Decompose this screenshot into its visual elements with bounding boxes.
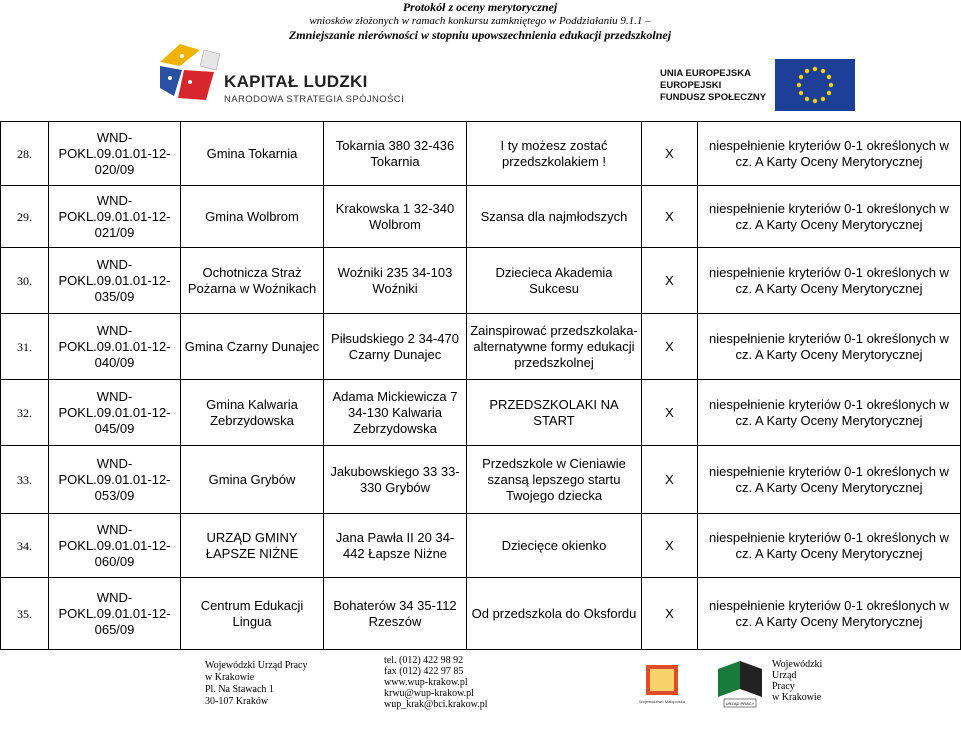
applicant-name: URZĄD GMINY ŁAPSZE NIŻNE <box>181 514 324 578</box>
header-title: Protokół z oceny merytorycznej <box>402 0 558 14</box>
applicant-name: Gmina Grybów <box>181 446 324 514</box>
application-id: WND-POKL.09.01.01-12-053/09 <box>49 446 181 514</box>
rejection-mark: X <box>642 186 698 248</box>
application-id: WND-POKL.09.01.01-12-040/09 <box>49 314 181 380</box>
applicant-address: Bohaterów 34 35-112 Rzeszów <box>324 578 467 650</box>
applicant-address: Piłsudskiego 2 34-470 Czarny Dunajec <box>324 314 467 380</box>
table-row <box>1 314 961 380</box>
footer-fax: fax (012) 422 97 85 <box>384 666 464 677</box>
wup-books-logo <box>710 659 770 709</box>
wup-logo-text <box>772 659 822 703</box>
applicant-name: Gmina Czarny Dunajec <box>181 314 324 380</box>
rejection-reason: niespełnienie kryteriów 0-1 określonych w cz. A Karty Oceny Merytorycznej <box>698 122 961 186</box>
ue-line-3: FUNDUSZ SPOŁECZNY <box>660 92 767 103</box>
applicant-address: Jana Pawła II 20 34-442 Łapsze Niżne <box>324 514 467 578</box>
wup-books-label: URZĄD PRACY <box>725 701 755 706</box>
row-number: 29. <box>1 186 49 248</box>
project-title: Szansa dla najmłodszych <box>467 186 642 248</box>
footer <box>0 655 960 735</box>
project-title: Dziecieca Akademia Sukcesu <box>467 248 642 314</box>
table-row <box>1 514 961 578</box>
wup-logo-line: w Krakowie <box>772 692 822 703</box>
header-subtitle: wniosków złożonych w ramach konkursu zamkniętego w Poddziałaniu 9.1.1 – <box>309 15 651 27</box>
footer-email-link[interactable]: wup_krak@bci.krakow.pl <box>384 699 488 710</box>
row-number: 28. <box>1 122 49 186</box>
applicant-name: Gmina Wolbrom <box>181 186 324 248</box>
applicant-address: Adama Mickiewicza 7 34-130 Kalwaria Zebrzydowska <box>324 380 467 446</box>
rejection-mark: X <box>642 122 698 186</box>
footer-address-line: Pl. Na Stawach 1 <box>205 684 274 695</box>
ue-text <box>660 68 766 104</box>
wup-logo-line: Wojewódzki <box>772 659 823 670</box>
applicant-name: Ochotnicza Straż Pożarna w Woźnikach <box>181 248 324 314</box>
application-id: WND-POKL.09.01.01-12-035/09 <box>49 248 181 314</box>
rejection-mark: X <box>642 578 698 650</box>
kapital-ludzki-title: KAPITAŁ LUDZKI <box>224 72 368 91</box>
ue-line-1: UNIA EUROPEJSKA <box>660 68 751 79</box>
rejection-reason: niespełnienie kryteriów 0-1 określonych w cz. A Karty Oceny Merytorycznej <box>698 446 961 514</box>
table-row <box>1 578 961 650</box>
application-id: WND-POKL.09.01.01-12-060/09 <box>49 514 181 578</box>
kapital-ludzki-subtitle: NARODOWA STRATEGIA SPÓJNOŚCI <box>224 94 405 105</box>
rejection-reason: niespełnienie kryteriów 0-1 określonych w cz. A Karty Oceny Merytorycznej <box>698 186 961 248</box>
rejection-mark: X <box>642 248 698 314</box>
table-row <box>1 122 961 186</box>
rejection-reason: niespełnienie kryteriów 0-1 określonych w cz. A Karty Oceny Merytorycznej <box>698 380 961 446</box>
row-number: 31. <box>1 314 49 380</box>
eu-flag-icon <box>775 59 855 111</box>
applicant-name: Gmina Tokarnia <box>181 122 324 186</box>
footer-website-link[interactable]: www.wup-krakow.pl <box>384 677 468 688</box>
application-id: WND-POKL.09.01.01-12-021/09 <box>49 186 181 248</box>
wup-logo-line: Pracy <box>772 681 795 692</box>
header-subtitle-2: Zmniejszanie nierówności w stopniu upowszechnienia edukacji przedszkolnej <box>288 28 672 42</box>
application-id: WND-POKL.09.01.01-12-045/09 <box>49 380 181 446</box>
rejection-reason: niespełnienie kryteriów 0-1 określonych w cz. A Karty Oceny Merytorycznej <box>698 514 961 578</box>
project-title: Od przedszkola do Oksfordu <box>467 578 642 650</box>
applicant-name: Gmina Kalwaria Zebrzydowska <box>181 380 324 446</box>
footer-address-line: 30-107 Kraków <box>205 696 269 707</box>
table-row <box>1 186 961 248</box>
row-number: 33. <box>1 446 49 514</box>
application-id: WND-POKL.09.01.01-12-065/09 <box>49 578 181 650</box>
application-id: WND-POKL.09.01.01-12-020/09 <box>49 122 181 186</box>
project-title: Dziecięce okienko <box>467 514 642 578</box>
row-number: 32. <box>1 380 49 446</box>
footer-phone: tel. (012) 422 98 92 <box>384 655 464 666</box>
ue-line-2: EUROPEJSKI <box>660 80 722 91</box>
project-title: PRZEDSZKOLAKI NA START <box>467 380 642 446</box>
table-row <box>1 248 961 314</box>
wup-logo-line: Urząd <box>772 670 797 681</box>
project-title: Przedszkole w Cieniawie szansą lepszego startu Twojego dziecka <box>467 446 642 514</box>
row-number: 35. <box>1 578 49 650</box>
project-title: Zainspirować przedszkolaka-alternatywne formy edukacji przedszkolnej <box>467 314 642 380</box>
footer-address <box>205 660 308 708</box>
results-table <box>0 121 961 650</box>
applicant-address: Tokarnia 380 32-436 Tokarnia <box>324 122 467 186</box>
rejection-mark: X <box>642 380 698 446</box>
footer-email-link[interactable]: krwu@wup-krakow.pl <box>384 688 474 699</box>
rejection-mark: X <box>642 446 698 514</box>
rejection-reason: niespełnienie kryteriów 0-1 określonych w cz. A Karty Oceny Merytorycznej <box>698 578 961 650</box>
row-number: 30. <box>1 248 49 314</box>
table-row <box>1 446 961 514</box>
rejection-mark: X <box>642 314 698 380</box>
document-header <box>0 0 960 42</box>
footer-address-line: Wojewódzki Urząd Pracy <box>205 660 308 671</box>
table-row <box>1 380 961 446</box>
applicant-address: Jakubowskiego 33 33-330 Grybów <box>324 446 467 514</box>
footer-contact <box>384 655 488 710</box>
malopolska-logo <box>639 663 685 707</box>
rejection-reason: niespełnienie kryteriów 0-1 określonych w cz. A Karty Oceny Merytorycznej <box>698 248 961 314</box>
row-number: 34. <box>1 514 49 578</box>
applicant-address: Woźniki 235 34-103 Woźniki <box>324 248 467 314</box>
applicant-name: Centrum Edukacji Lingua <box>181 578 324 650</box>
rejection-reason: niespełnienie kryteriów 0-1 określonych w cz. A Karty Oceny Merytorycznej <box>698 314 961 380</box>
applicant-address: Krakowska 1 32-340 Wolbrom <box>324 186 467 248</box>
footer-address-line: w Krakowie <box>205 672 255 683</box>
malopolska-logo-label: Województwo Małopolska <box>639 699 685 704</box>
project-title: I ty możesz zostać przedszkolakiem ! <box>467 122 642 186</box>
rejection-mark: X <box>642 514 698 578</box>
